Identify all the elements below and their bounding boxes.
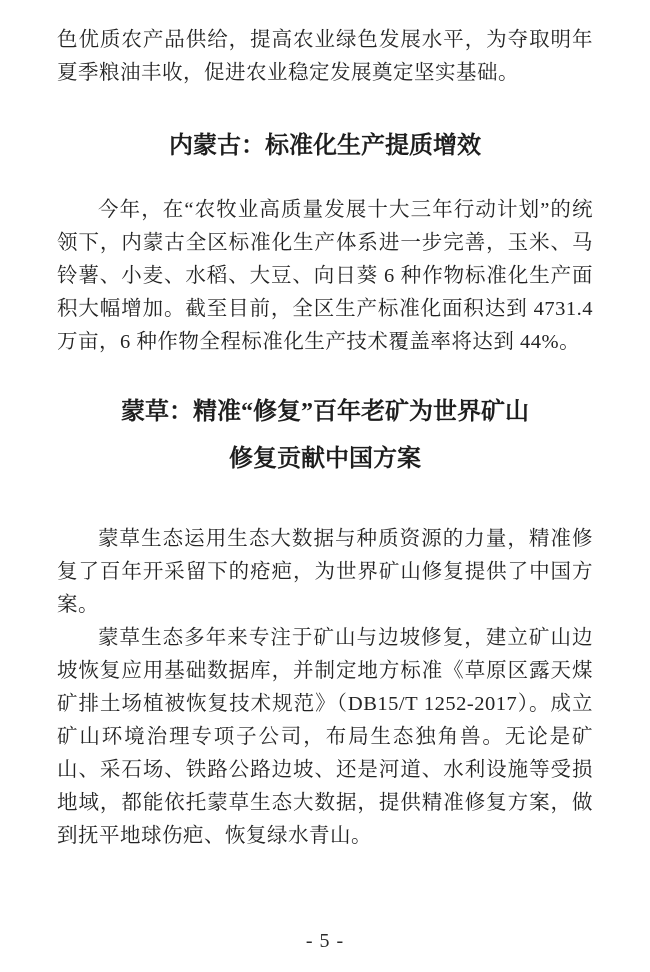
heading-line-1: 蒙草：精准“修复”百年老矿为世界矿山 [121,399,529,425]
paragraph-neimenggu: 今年，在“农牧业高质量发展十大三年行动计划”的统领下，内蒙古全区标准化生产体系进一步完善，玉米、马铃薯、小麦、水稻、大豆、向日葵 6 种作物标准化生产面积大幅增加。截至目前，全区生产标准化面积达到 4731.4 万亩，6 种作物全程标准化生产技术覆盖率将达到 44%。 [57,199,593,353]
paragraph-mengcao-2: 蒙草生态多年来专注于矿山与边坡修复，建立矿山边坡恢复应用基础数据库，并制定地方标准《草原区露天煤矿排土场植被恢复技术规范》（DB15/T 1252-2017）。成立矿山环境治理专项子公司，布局生态独角兽。无论是矿山、采石场、铁路公路边坡、还是河道、水利设施等受损地域，都能依托蒙草生态大数据，提供精准修复方案，做到抚平地球伤疤、恢复绿水青山。 [57,627,593,847]
paragraph-mengcao-1: 蒙草生态运用生态大数据与种质资源的力量，精准修复了百年开采留下的疮疤，为世界矿山修复提供了中国方案。 [57,528,593,616]
page-number: - 5 - [305,930,345,952]
section-heading-mengcao [57,389,593,483]
heading-line-2: 修复贡献中国方案 [229,446,421,472]
paragraph-continued: 色优质农产品供给，提高农业绿色发展水平，为夺取明年夏季粮油丰收，促进农业稳定发展奠定坚实基础。 [57,29,593,84]
section-heading-neimenggu: 内蒙古：标准化生产提质增效 [169,133,481,159]
